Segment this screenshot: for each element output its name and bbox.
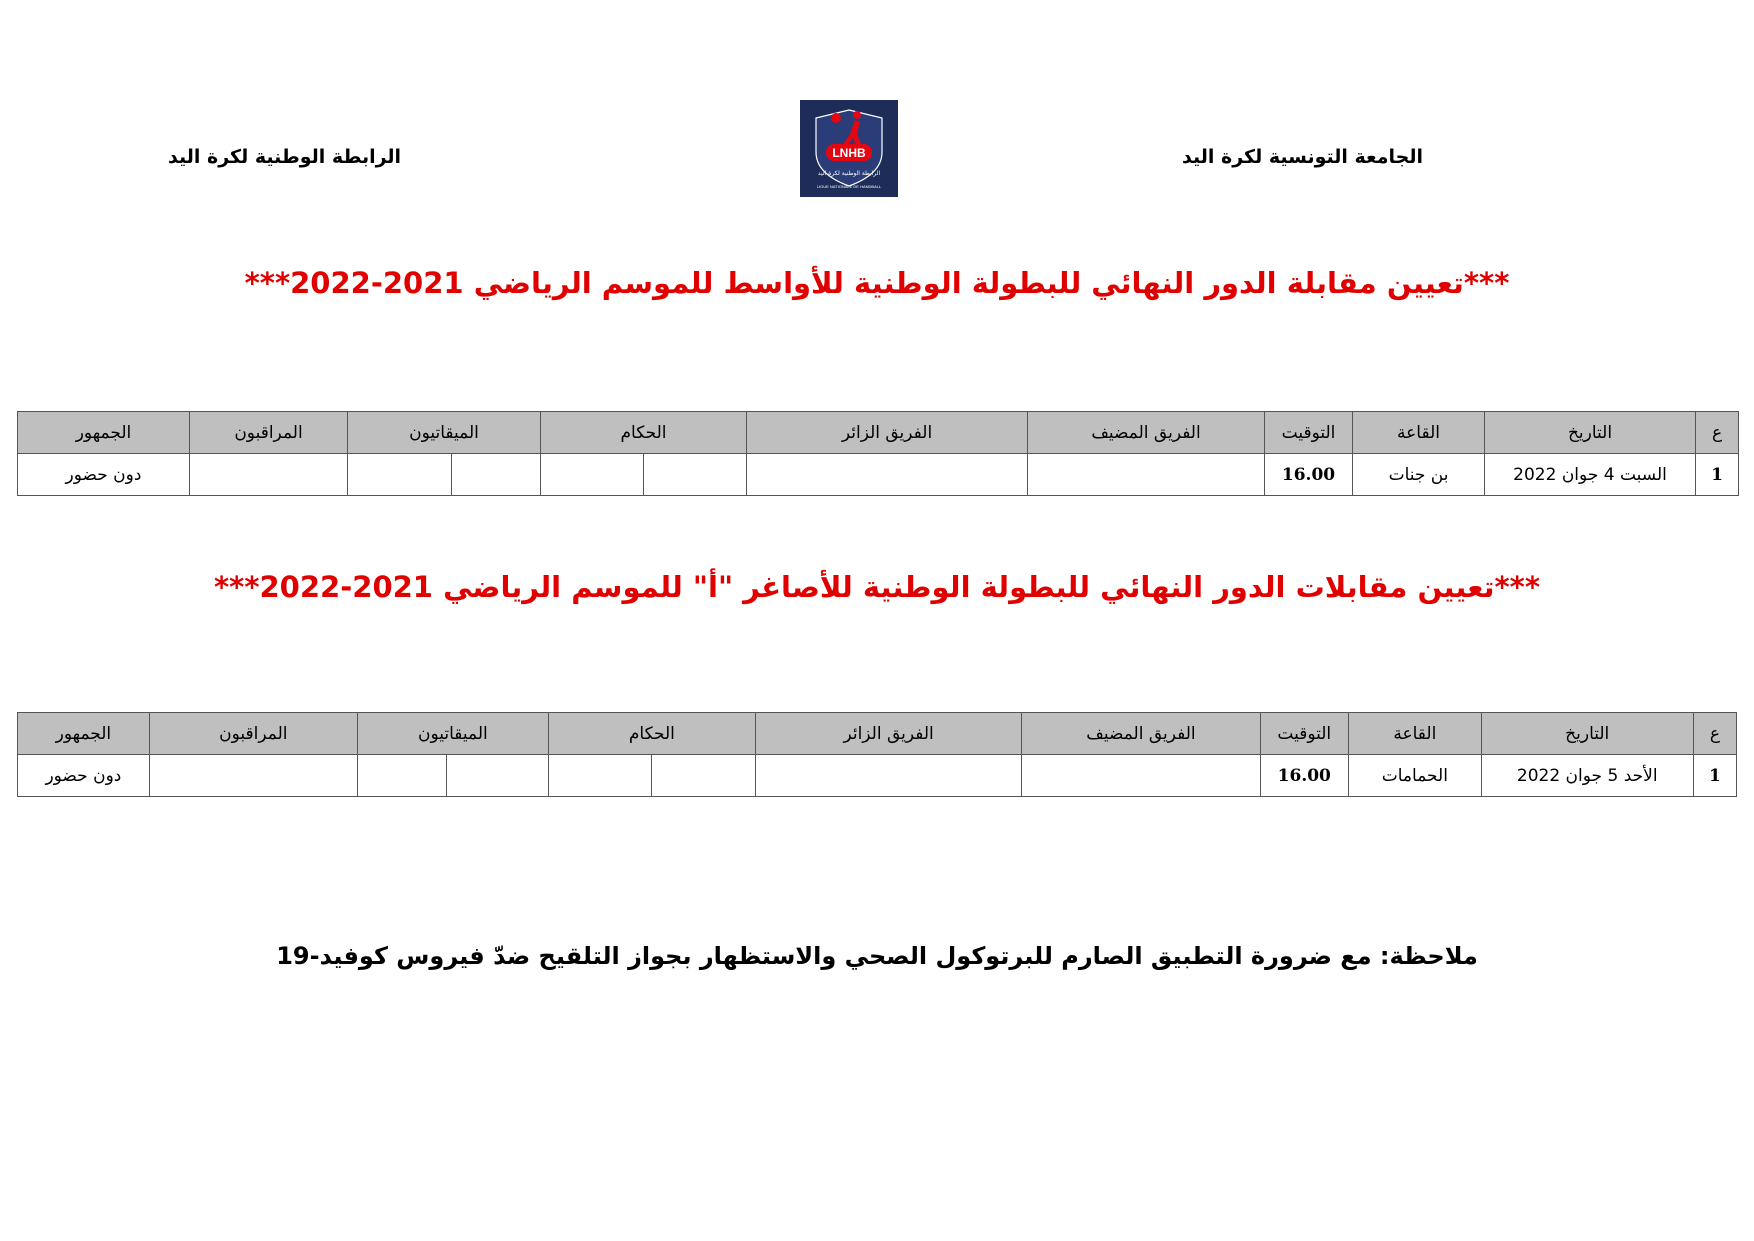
section1-title: ***تعيين مقابلة الدور النهائي للبطولة الوطنية للأواسط للموسم الرياضي 2021-2022*** xyxy=(244,266,1510,300)
section2-title: ***تعيين مقابلات الدور النهائي للبطولة الوطنية للأصاغر "أ" للموسم الرياضي 2021-2022*** xyxy=(214,570,1540,604)
lnhb-logo xyxy=(800,100,898,197)
cell-timekeeper-1 xyxy=(447,755,549,797)
logo-acronym: LNHB xyxy=(832,146,866,160)
cell-away-team xyxy=(755,755,1021,797)
cell-referee-1 xyxy=(644,454,747,496)
header-no: ع xyxy=(1696,412,1739,454)
cell-referee-2 xyxy=(541,454,644,496)
cell-venue: الحمامات xyxy=(1349,755,1482,797)
cell-away-team xyxy=(747,454,1028,496)
cell-timekeeper-1 xyxy=(452,454,541,496)
cell-date: السبت 4 جوان 2022 xyxy=(1485,454,1696,496)
cell-no: 1 xyxy=(1693,755,1736,797)
header-home-team: الفريق المضيف xyxy=(1022,713,1260,755)
header-time: التوقيت xyxy=(1260,713,1348,755)
logo-french-line: LIGUE NATIONALE DE HANDBALL xyxy=(816,184,882,189)
header-venue: القاعة xyxy=(1353,412,1485,454)
table-row xyxy=(18,454,1739,496)
cell-home-team xyxy=(1022,755,1260,797)
header-observers: المراقبون xyxy=(190,412,348,454)
cell-referee-1 xyxy=(652,755,756,797)
cell-date: الأحد 5 جوان 2022 xyxy=(1481,755,1693,797)
header-observers: المراقبون xyxy=(149,713,357,755)
header-referees: الحكام xyxy=(548,713,755,755)
header-no: ع xyxy=(1693,713,1736,755)
federation-name: الجامعة التونسية لكرة اليد xyxy=(1182,146,1423,168)
header-audience: الجمهور xyxy=(18,412,190,454)
health-protocol-note: ملاحظة: مع ضرورة التطبيق الصارم للبرتوكول الصحي والاستظهار بجواز التلقيح ضدّ فيروس كوفيد-19 xyxy=(276,942,1478,970)
table-row xyxy=(18,755,1737,797)
header-referees: الحكام xyxy=(541,412,747,454)
cell-no: 1 xyxy=(1696,454,1739,496)
schedule-table-cadets xyxy=(17,712,1737,797)
cell-timekeeper-2 xyxy=(357,755,446,797)
cell-audience: دون حضور xyxy=(18,454,190,496)
cell-observers xyxy=(149,755,357,797)
header-away-team: الفريق الزائر xyxy=(755,713,1021,755)
header-venue: القاعة xyxy=(1349,713,1482,755)
header-date: التاريخ xyxy=(1481,713,1693,755)
cell-home-team xyxy=(1028,454,1265,496)
header-timekeepers: الميقاتيون xyxy=(348,412,541,454)
header-home-team: الفريق المضيف xyxy=(1028,412,1265,454)
cell-time: 16.00 xyxy=(1260,755,1348,797)
cell-venue: بن جنات xyxy=(1353,454,1485,496)
schedule-table-juniors xyxy=(17,411,1739,496)
header-date: التاريخ xyxy=(1485,412,1696,454)
header-timekeepers: الميقاتيون xyxy=(357,713,548,755)
header-audience: الجمهور xyxy=(18,713,150,755)
cell-referee-2 xyxy=(548,755,652,797)
cell-timekeeper-2 xyxy=(348,454,452,496)
cell-time: 16.00 xyxy=(1265,454,1353,496)
logo-arabic-line: الرابطة الوطنية لكرة اليد xyxy=(817,170,881,177)
header-away-team: الفريق الزائر xyxy=(747,412,1028,454)
league-name: الرابطة الوطنية لكرة اليد xyxy=(168,146,402,168)
header-time: التوقيت xyxy=(1265,412,1353,454)
cell-audience: دون حضور xyxy=(18,755,150,797)
cell-observers xyxy=(190,454,348,496)
